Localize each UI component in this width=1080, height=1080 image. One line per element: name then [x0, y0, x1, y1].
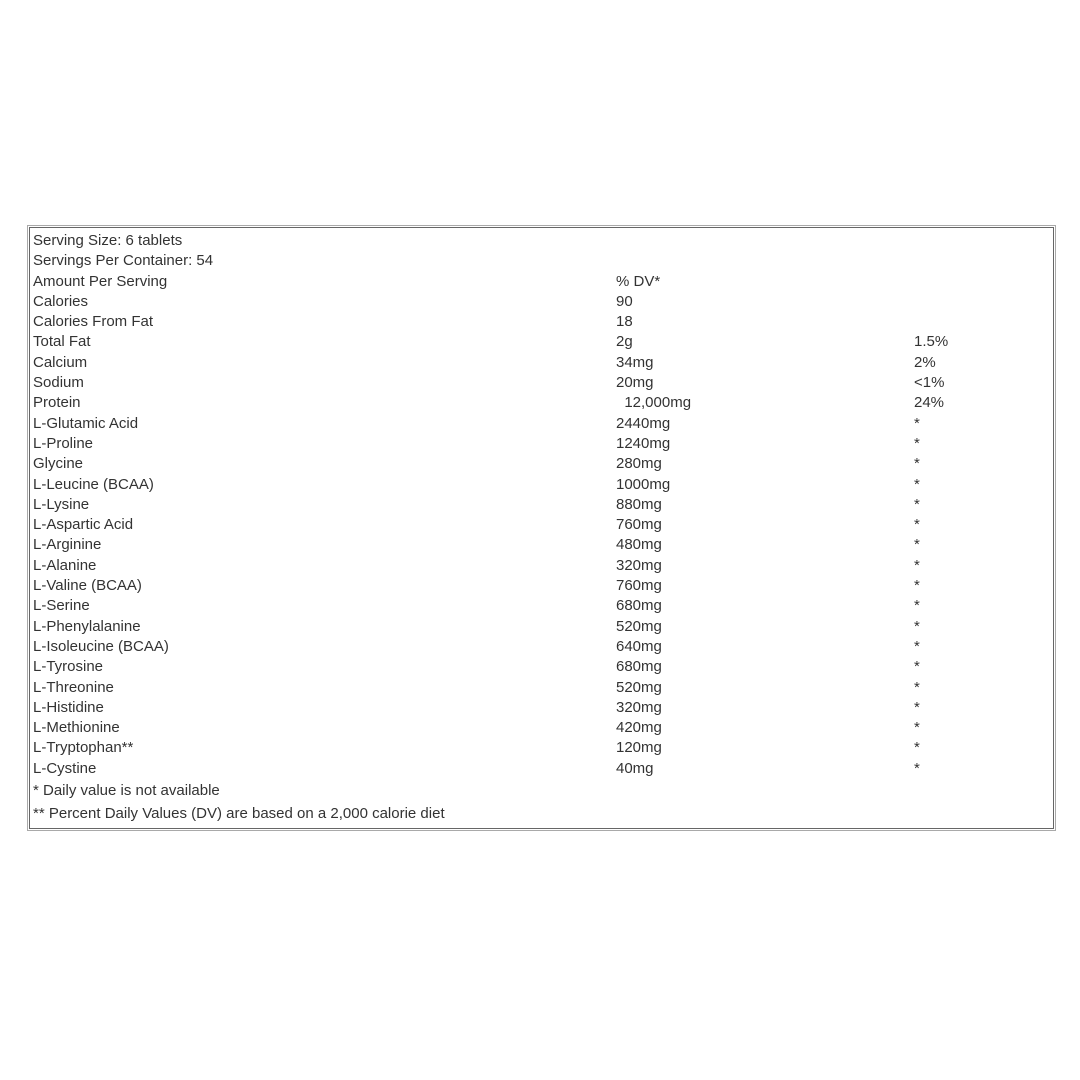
nutrient-amount: 320mg [616, 556, 662, 574]
nutrient-amount: 520mg [616, 617, 662, 635]
nutrient-dv: 24% [914, 394, 945, 412]
nutrient-label: L-Alanine [33, 556, 97, 574]
nutrient-amount: 680mg [616, 597, 662, 615]
nutrient-label: Calories From Fat [33, 313, 154, 331]
nutrient-row [30, 292, 1053, 312]
nutrient-amount: 680mg [616, 658, 662, 676]
footnote-percent-dv [30, 802, 1053, 825]
nutrient-label: L-Leucine (BCAA) [33, 475, 154, 493]
nutrient-amount: 760mg [616, 577, 662, 595]
nutrient-row [30, 515, 1053, 535]
nutrient-amount: 34mg [616, 353, 654, 371]
nutrient-label: Protein [33, 394, 81, 412]
nutrient-amount: 20mg [616, 374, 654, 392]
nutrient-dv: 1.5% [914, 333, 949, 351]
nutrient-label: L-Serine [33, 597, 90, 615]
nutrient-label: Total Fat [33, 333, 91, 351]
nutrient-dv: * [914, 698, 920, 716]
nutrient-label: Sodium [33, 374, 84, 392]
nutrient-label: L-Glutamic Acid [33, 414, 139, 432]
nutrient-row [30, 332, 1053, 352]
nutrient-label: Calories [33, 292, 89, 310]
nutrient-dv: * [914, 637, 920, 655]
nutrient-label: L-Threonine [33, 678, 114, 696]
nutrient-label: L-Histidine [33, 698, 104, 716]
nutrient-row [30, 738, 1053, 758]
nutrient-amount: 420mg [616, 719, 662, 737]
nutrient-row [30, 312, 1053, 332]
nutrient-dv: * [914, 577, 920, 595]
footnote-daily-value [30, 779, 1053, 802]
nutrient-row [30, 617, 1053, 637]
nutrient-row [30, 393, 1053, 413]
nutrient-label: L-Methionine [33, 719, 120, 737]
nutrient-amount: 880mg [616, 495, 662, 513]
servings-per-container-text: Servings Per Container: 54 [33, 252, 214, 270]
nutrient-dv: * [914, 678, 920, 696]
nutrient-label: Calcium [33, 353, 88, 371]
nutrient-label: L-Isoleucine (BCAA) [33, 637, 169, 655]
nutrient-amount: 1240mg [616, 434, 671, 452]
nutrient-amount: 2440mg [616, 414, 671, 432]
nutrient-label: L-Lysine [33, 495, 90, 513]
nutrient-amount: 760mg [616, 516, 662, 534]
nutrient-dv: * [914, 719, 920, 737]
nutrient-label: Glycine [33, 455, 84, 473]
nutrient-amount: 520mg [616, 678, 662, 696]
nutrient-dv: 2% [914, 353, 936, 371]
nutrient-row [30, 373, 1053, 393]
servings-per-container-row [30, 251, 1053, 271]
footnote-text: ** Percent Daily Values (DV) are based on a 2,000 calorie diet [33, 805, 445, 823]
nutrient-label: L-Phenylalanine [33, 617, 141, 635]
nutrient-dv: * [914, 414, 920, 432]
nutrient-row [30, 678, 1053, 698]
nutrient-amount: 90 [616, 292, 633, 310]
nutrient-row [30, 698, 1053, 718]
nutrient-row [30, 718, 1053, 738]
nutrient-dv: * [914, 516, 920, 534]
column-header-row [30, 272, 1053, 292]
nutrient-amount: 1000mg [616, 475, 671, 493]
amount-per-serving-header: Amount Per Serving [33, 272, 168, 290]
nutrient-row [30, 495, 1053, 515]
nutrient-amount: 40mg [616, 759, 654, 777]
nutrient-label: L-Cystine [33, 759, 97, 777]
nutrient-amount: 120mg [616, 739, 662, 757]
nutrient-dv: * [914, 434, 920, 452]
footnote-text: * Daily value is not available [33, 782, 220, 800]
nutrient-row [30, 414, 1053, 434]
nutrient-amount: 280mg [616, 455, 662, 473]
nutrient-row [30, 535, 1053, 555]
nutrient-row [30, 434, 1053, 454]
nutrient-row [30, 657, 1053, 677]
nutrient-dv: * [914, 475, 920, 493]
nutrient-dv: * [914, 556, 920, 574]
nutrient-dv: * [914, 759, 920, 777]
nutrient-rows [30, 292, 1053, 779]
nutrient-amount: 18 [616, 313, 633, 331]
nutrient-amount: 2g [616, 333, 633, 351]
nutrient-row [30, 556, 1053, 576]
dv-header: % DV* [616, 272, 661, 290]
nutrient-dv: * [914, 617, 920, 635]
nutrient-row [30, 576, 1053, 596]
nutrient-row [30, 637, 1053, 657]
serving-size-row [30, 231, 1053, 251]
nutrient-row [30, 353, 1053, 373]
nutrient-label: L-Aspartic Acid [33, 516, 134, 534]
nutrient-label: L-Valine (BCAA) [33, 577, 142, 595]
nutrient-amount: 320mg [616, 698, 662, 716]
nutrient-label: L-Proline [33, 434, 94, 452]
nutrient-dv: * [914, 658, 920, 676]
nutrient-row [30, 454, 1053, 474]
supplement-facts-panel [27, 225, 1056, 831]
nutrient-dv: * [914, 536, 920, 554]
nutrient-dv: * [914, 739, 920, 757]
nutrient-amount: 12,000mg [616, 394, 692, 412]
nutrient-label: L-Arginine [33, 536, 102, 554]
nutrient-dv: * [914, 455, 920, 473]
nutrient-row [30, 759, 1053, 779]
supplement-facts-inner [29, 227, 1054, 829]
nutrient-amount: 480mg [616, 536, 662, 554]
nutrient-label: L-Tryptophan** [33, 739, 134, 757]
nutrient-row [30, 475, 1053, 495]
nutrient-dv: <1% [914, 374, 945, 392]
nutrient-dv: * [914, 495, 920, 513]
nutrient-dv: * [914, 597, 920, 615]
nutrient-amount: 640mg [616, 637, 662, 655]
serving-size-text: Serving Size: 6 tablets [33, 232, 183, 249]
nutrient-label: L-Tyrosine [33, 658, 104, 676]
nutrient-row [30, 596, 1053, 616]
